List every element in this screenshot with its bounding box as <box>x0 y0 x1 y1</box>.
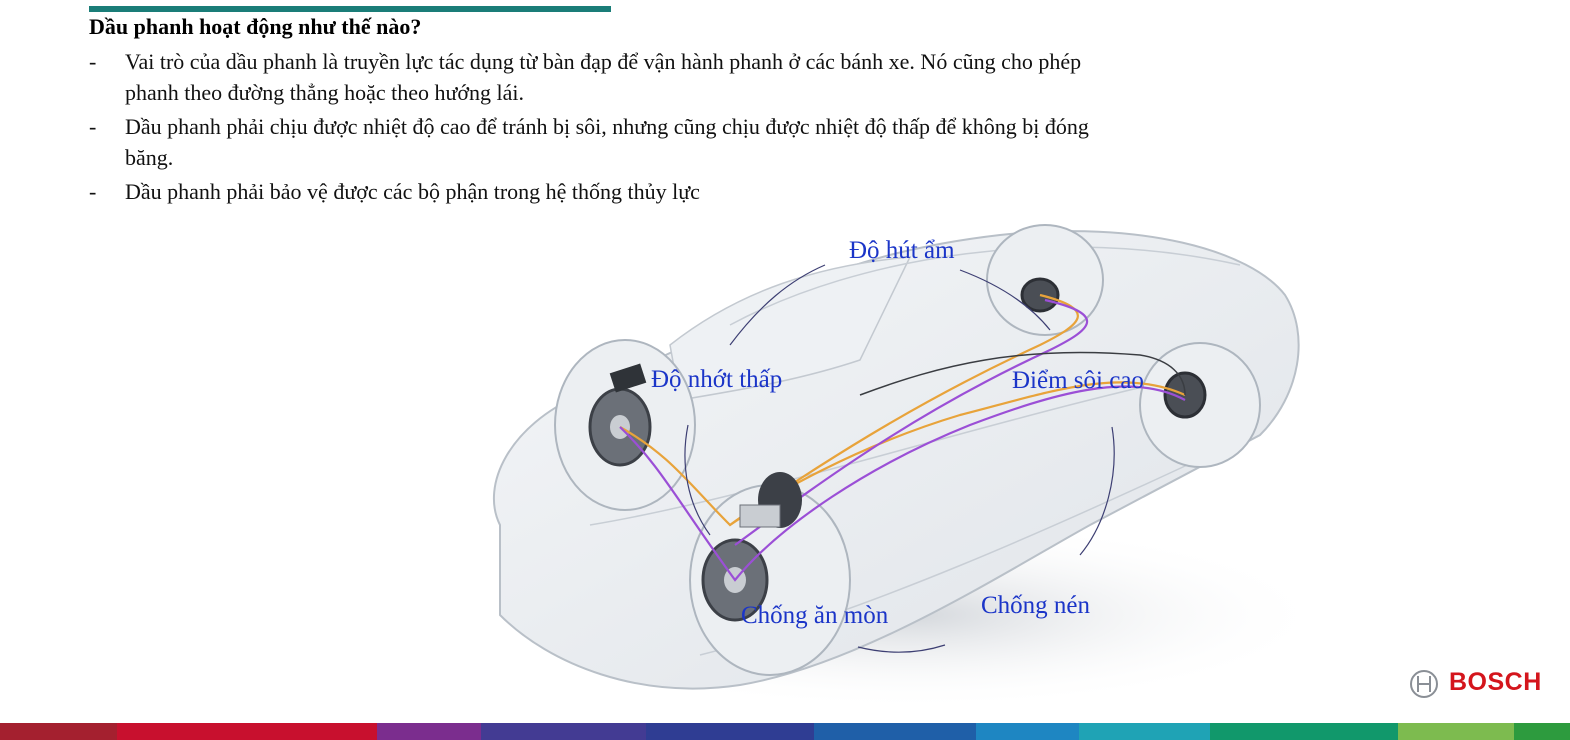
bullet-text: Vai trò của dầu phanh là truyền lực tác dụng từ bàn đạp để vận hành phanh ở các bánh xe. Nó cũng cho phép phanh theo đường thẳng hoặc theo hướng lái. <box>125 49 1082 105</box>
slide-title: Dầu phanh hoạt động như thế nào? <box>89 14 422 39</box>
label-moisture: Độ hút ẩm <box>849 237 955 264</box>
stripe-segment <box>1079 723 1210 740</box>
bullet-item <box>89 111 1129 173</box>
car-brake-system-illustration <box>440 195 1320 710</box>
label-compression: Chống nén <box>981 592 1091 619</box>
stripe-segment <box>481 723 646 740</box>
bosch-logo: BOSCH <box>1449 668 1542 696</box>
stripe-segment <box>1210 723 1398 740</box>
stripe-segment <box>117 723 377 740</box>
stripe-segment <box>0 723 117 740</box>
stripe-segment <box>646 723 814 740</box>
bullet-text: Dầu phanh phải chịu được nhiệt độ cao để tránh bị sôi, nhưng cũng chịu được nhiệt độ thấp để không bị đóng băng. <box>125 114 1089 170</box>
footer-color-stripe <box>0 723 1570 740</box>
title-accent-bar <box>89 6 611 12</box>
stripe-segment <box>377 723 481 740</box>
bullet-marker: - <box>89 179 97 204</box>
wheel-rear-right <box>1140 343 1260 467</box>
label-viscosity: Độ nhớt thấp <box>651 366 783 393</box>
bullet-text: Dầu phanh phải bảo vệ được các bộ phận trong hệ thống thủy lực <box>125 179 700 204</box>
stripe-segment <box>976 723 1079 740</box>
label-boiling: Điểm sôi cao <box>1012 367 1144 394</box>
bullet-marker: - <box>89 114 97 139</box>
stripe-segment <box>1514 723 1570 740</box>
bullet-item <box>89 46 1129 108</box>
bullet-marker: - <box>89 49 97 74</box>
stripe-segment <box>1398 723 1514 740</box>
label-corrosion: Chống ăn mòn <box>741 602 889 629</box>
bullet-list <box>89 46 1129 210</box>
stripe-segment <box>814 723 976 740</box>
